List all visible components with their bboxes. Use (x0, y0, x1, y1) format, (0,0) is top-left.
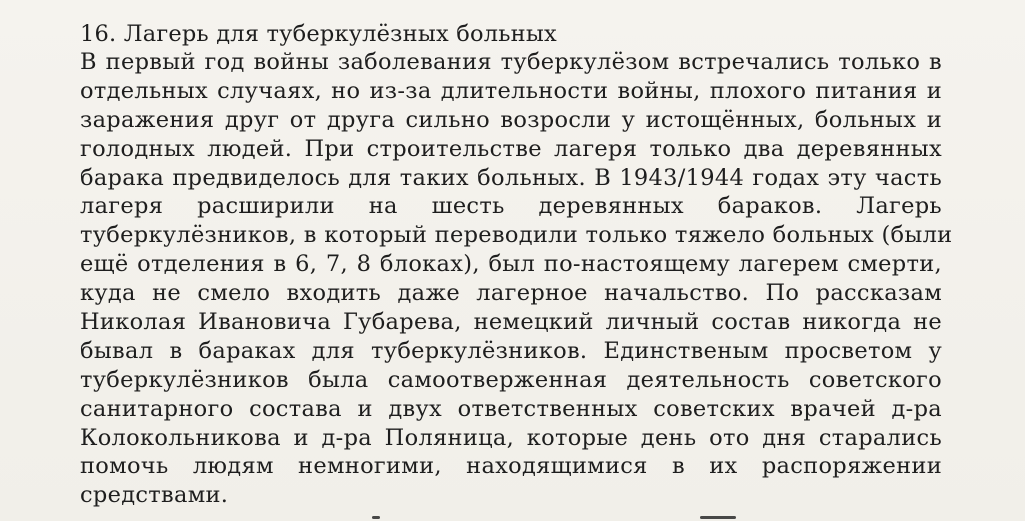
body-line-4: голодных людей. При строительстве лагеря только два деревянных (80, 135, 942, 162)
body-line-11: бывал в бараках для туберкулёзников. Единственым просветом у (80, 337, 942, 364)
body-line-9: куда не смело входить даже лагерное начальство. По рассказам (80, 280, 942, 307)
section-heading: 16. Лагерь для туберкулёзных больных (80, 21, 557, 47)
body-line-5: барака предвиделось для таких больных. В 1943/1944 годах эту часть (80, 164, 942, 191)
body-line-7: туберкулёзников, в который переводили только тяжело больных (были (80, 222, 953, 249)
body-line-6: лагеря расширили на шесть деревянных бараков. Лагерь (80, 193, 942, 220)
cutoff-text-fragment (372, 511, 380, 521)
body-line-14: Колокольникова и д-ра Поляница, которые день ото дня старались (80, 424, 942, 451)
body-line-8: ещё отделения в 6, 7, 8 блоках), был по-настоящему лагерем смерти, (80, 251, 942, 278)
body-line-10: Николая Ивановича Губарева, немецкий личный состав никогда не (80, 309, 942, 336)
body-line-16: средствами. (80, 482, 229, 509)
body-line-15: помочь людям немногими, находящимися в их распоряжении (80, 453, 942, 480)
body-line-12: туберкулёзников была самоотверженная деятельность советского (80, 366, 942, 393)
body-text (80, 48, 953, 510)
body-line-1: В первый год войны заболевания туберкулёзом встречались только в (80, 49, 942, 75)
body-line-3: заражения друг от друга сильно возросли у истощённых, больных и (80, 106, 942, 133)
body-line-2: отдельных случаях, но из-за длительности войны, плохого питания и (80, 77, 942, 104)
body-line-13: санитарного состава и двух ответственных советских врачей д-ра (80, 395, 942, 422)
cutoff-text-fragment (700, 511, 736, 521)
